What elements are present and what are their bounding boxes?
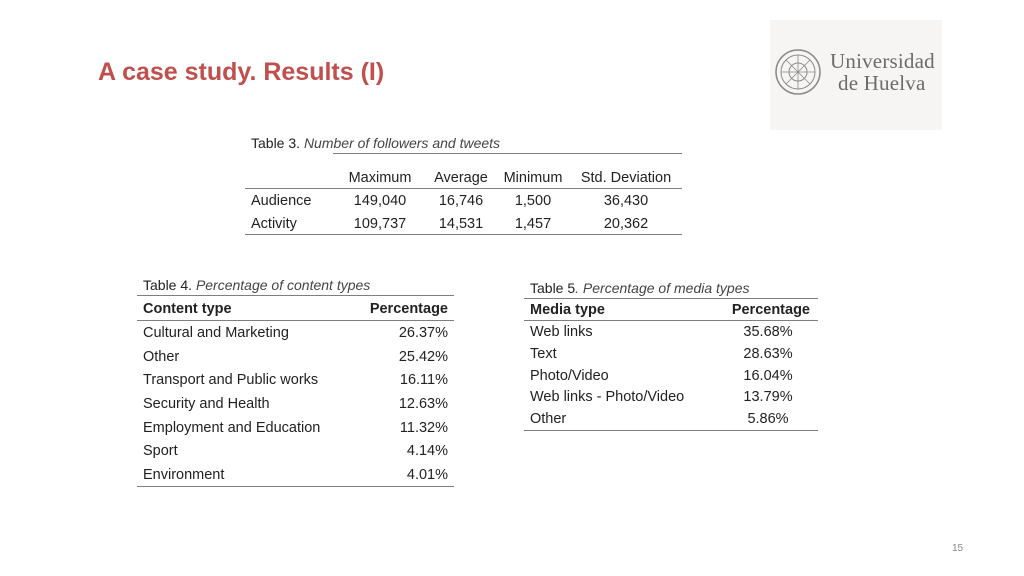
table4-row-value: 16.11% <box>399 372 448 388</box>
table4-row-label: Security and Health <box>143 396 270 412</box>
table3-header-minimum: Minimum <box>503 170 563 186</box>
table3-cell: 36,430 <box>603 193 649 209</box>
table3-cell: 14,531 <box>438 216 484 232</box>
table3-header-rule <box>245 188 682 189</box>
university-logo <box>770 20 942 130</box>
table3-cell: 1,500 <box>514 193 552 209</box>
table5-header-percentage: Percentage <box>731 302 810 318</box>
table4-row-label: Transport and Public works <box>143 372 319 388</box>
slide-title: A case study. Results (I) <box>98 58 385 86</box>
table5-row-label: Other <box>530 411 567 427</box>
table4-row-value: 12.63% <box>398 396 448 412</box>
table5-row-value: 35.68% <box>743 324 793 340</box>
table3-bottom-rule <box>245 234 682 235</box>
table3-row-audience-label: Audience <box>251 193 312 209</box>
table5-row-value: 13.79% <box>743 389 793 405</box>
table5-caption <box>530 280 749 296</box>
table4-row-value: 25.42% <box>398 349 448 365</box>
table4-row-label: Employment and Education <box>143 420 321 436</box>
table4-row-value: 11.32% <box>399 420 448 436</box>
table5-top-rule <box>524 298 818 299</box>
table3-cell: 149,040 <box>353 193 407 209</box>
table3-top-rule <box>333 153 682 154</box>
table5-row-value: 16.04% <box>743 368 793 384</box>
table4-label: Table 4. <box>143 277 193 293</box>
table4-bottom-rule <box>137 486 454 487</box>
table4-caption <box>143 277 370 293</box>
university-seal-icon <box>774 48 822 96</box>
table4-row-label: Sport <box>143 443 178 459</box>
table4-header-content-type: Content type <box>143 301 232 317</box>
table3-header-average: Average <box>434 170 488 186</box>
table4-row-label: Environment <box>143 467 225 483</box>
logo-line-2: de Huelva <box>838 71 926 95</box>
table4-top-rule <box>137 295 454 296</box>
table3-header-std-deviation: Std. Deviation <box>580 170 672 186</box>
table5-row-value: 5.86% <box>747 411 789 427</box>
table4-row-value: 4.01% <box>406 467 448 483</box>
table3-cell: 20,362 <box>603 216 649 232</box>
table5-row-label: Photo/Video <box>530 368 609 384</box>
table5-row-label: Web links <box>530 324 593 340</box>
table4-row-value: 4.14% <box>406 443 448 459</box>
page-number: 15 <box>952 543 964 554</box>
table3-cell: 1,457 <box>514 216 552 232</box>
table5-header-rule <box>524 320 818 321</box>
table5-header-media-type: Media type <box>530 302 605 318</box>
table3-cell: 109,737 <box>353 216 407 232</box>
table3-row-activity-label: Activity <box>251 216 297 232</box>
logo-wordmark <box>830 50 935 94</box>
table5-description: . Percentage of media types <box>575 280 750 296</box>
table5-bottom-rule <box>524 430 818 431</box>
table3-label: Table 3. <box>251 135 301 151</box>
table5-row-label: Text <box>530 346 557 362</box>
table4-row-label: Cultural and Marketing <box>143 325 289 341</box>
table5-label: Table 5 <box>530 280 576 296</box>
table3-caption <box>251 135 500 151</box>
table4-row-label: Other <box>143 349 180 365</box>
table3-cell: 16,746 <box>438 193 484 209</box>
table5-row-label: Web links - Photo/Video <box>530 389 685 405</box>
table3-description: Number of followers and tweets <box>303 135 501 151</box>
logo-line-1: Universidad <box>830 49 935 73</box>
table4-description: Percentage of content types <box>195 277 371 293</box>
table4-header-percentage: Percentage <box>369 301 448 317</box>
table4-row-value: 26.37% <box>398 325 448 341</box>
table4-header-rule <box>137 320 454 321</box>
table5-row-value: 28.63% <box>743 346 793 362</box>
table3-header-maximum: Maximum <box>348 170 412 186</box>
